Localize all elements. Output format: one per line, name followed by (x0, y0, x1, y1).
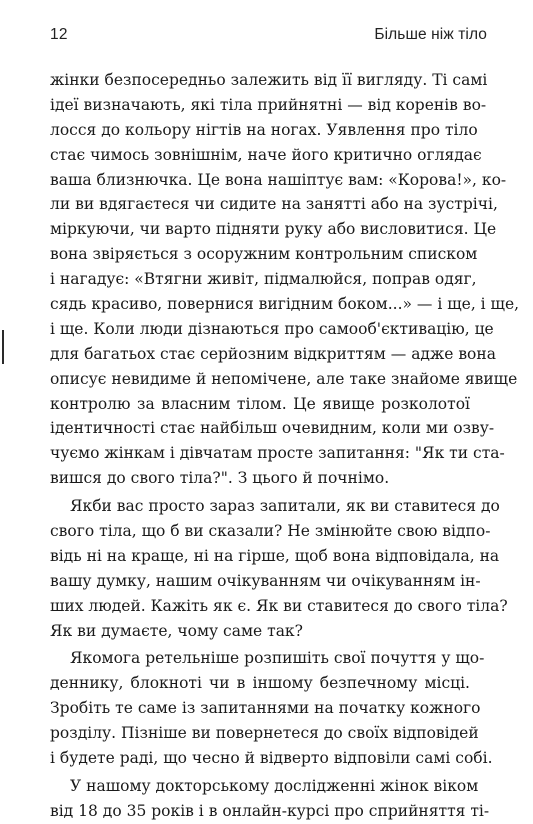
text-line: свого тіла, що б ви сказали? Не змінюйте свою відпо- (50, 522, 491, 541)
text-line: деннику, блокноті чи в іншому безпечному місці. (50, 674, 470, 693)
text-line: і нагадує: «Втягни живіт, підмалюйся, поправ одяг, (50, 270, 477, 289)
text-line: ли ви вдягаєтеся чи сидите на занятті або на зустрічі, (50, 195, 498, 214)
text-line: стає чимось зовнішнім, наче його критично оглядає (50, 145, 482, 164)
text-line: жінки безпосередньо залежить від її вигляду. Ті самі (50, 71, 488, 89)
text-line: описує невидиме й непомічене, але таке знайоме явище (50, 369, 518, 388)
text-line: чуємо жінкам і дівчатам просте запитання: "Як ти ста- (50, 444, 505, 463)
text-line: для багатьох стає серйозним відкриттям — адже вона (50, 344, 496, 363)
text-line: і ще. Коли люди дізнаються про самооб'єктивацію, це (50, 319, 494, 338)
text-line: ших людей. Кажіть як є. Як ви ставитеся до свого тіла? (50, 596, 508, 615)
text-line: відь ні на краще, ні на гірше, щоб вона відповідала, на (50, 546, 500, 565)
text-line: У нашому докторському дослідженні жінок віком (70, 776, 479, 795)
running-title: Більше ніж тіло (374, 26, 487, 43)
text-line: розділу. Пізніше ви повернетеся до своїх відповідей (50, 724, 479, 743)
paragraph (50, 494, 508, 643)
text-line: Як ви думаєте, чому саме так? (50, 621, 303, 640)
paragraph (50, 646, 493, 770)
text-line: вона звіряється з осоружним контрольним списком (50, 245, 478, 264)
text-line: лосся до кольору нігтів на ногах. Уявлення про тіло (50, 120, 478, 139)
text-line: ідеї визначають, які тіла прийнятні — від коренів во- (50, 95, 487, 114)
text-line: міркуючи, чи варто підняти руку або висловитися. Це (50, 220, 497, 239)
text-line: контролю за власним тілом. Це явище розколотої (50, 394, 470, 413)
text-line: Якби вас просто зараз запитали, як ви ставитеся до (70, 497, 500, 516)
text-line: вишся до свого тіла?". З цього й почнімо. (50, 469, 390, 488)
paragraph (50, 774, 490, 824)
page-number: 12 (50, 26, 68, 43)
text-line: від 18 до 35 років і в онлайн-курсі про сприйняття ті- (50, 801, 490, 820)
body-text (50, 68, 520, 824)
running-head (50, 26, 487, 50)
paragraph (50, 68, 520, 491)
text-line: ідентичності стає найбільш очевидним, коли ми озву- (50, 419, 495, 438)
text-line: вашу думку, нашим очікуванням чи очікуванням ін- (50, 571, 481, 590)
text-line: сядь красиво, повернися вигідним боком...» — і ще, і ще, (50, 295, 520, 314)
text-line: ваша близнючка. Це вона нашіптує вам: «Корова!», ко- (50, 170, 507, 189)
text-line: Якомога ретельніше розпишіть свої почуття у що- (70, 649, 485, 668)
text-line: Зробіть те саме із запитаннями на початку кожного (50, 699, 481, 718)
text-line: і будете раді, що чесно й відверто відповіли самі собі. (50, 749, 493, 768)
page-edge-mark (2, 330, 4, 364)
